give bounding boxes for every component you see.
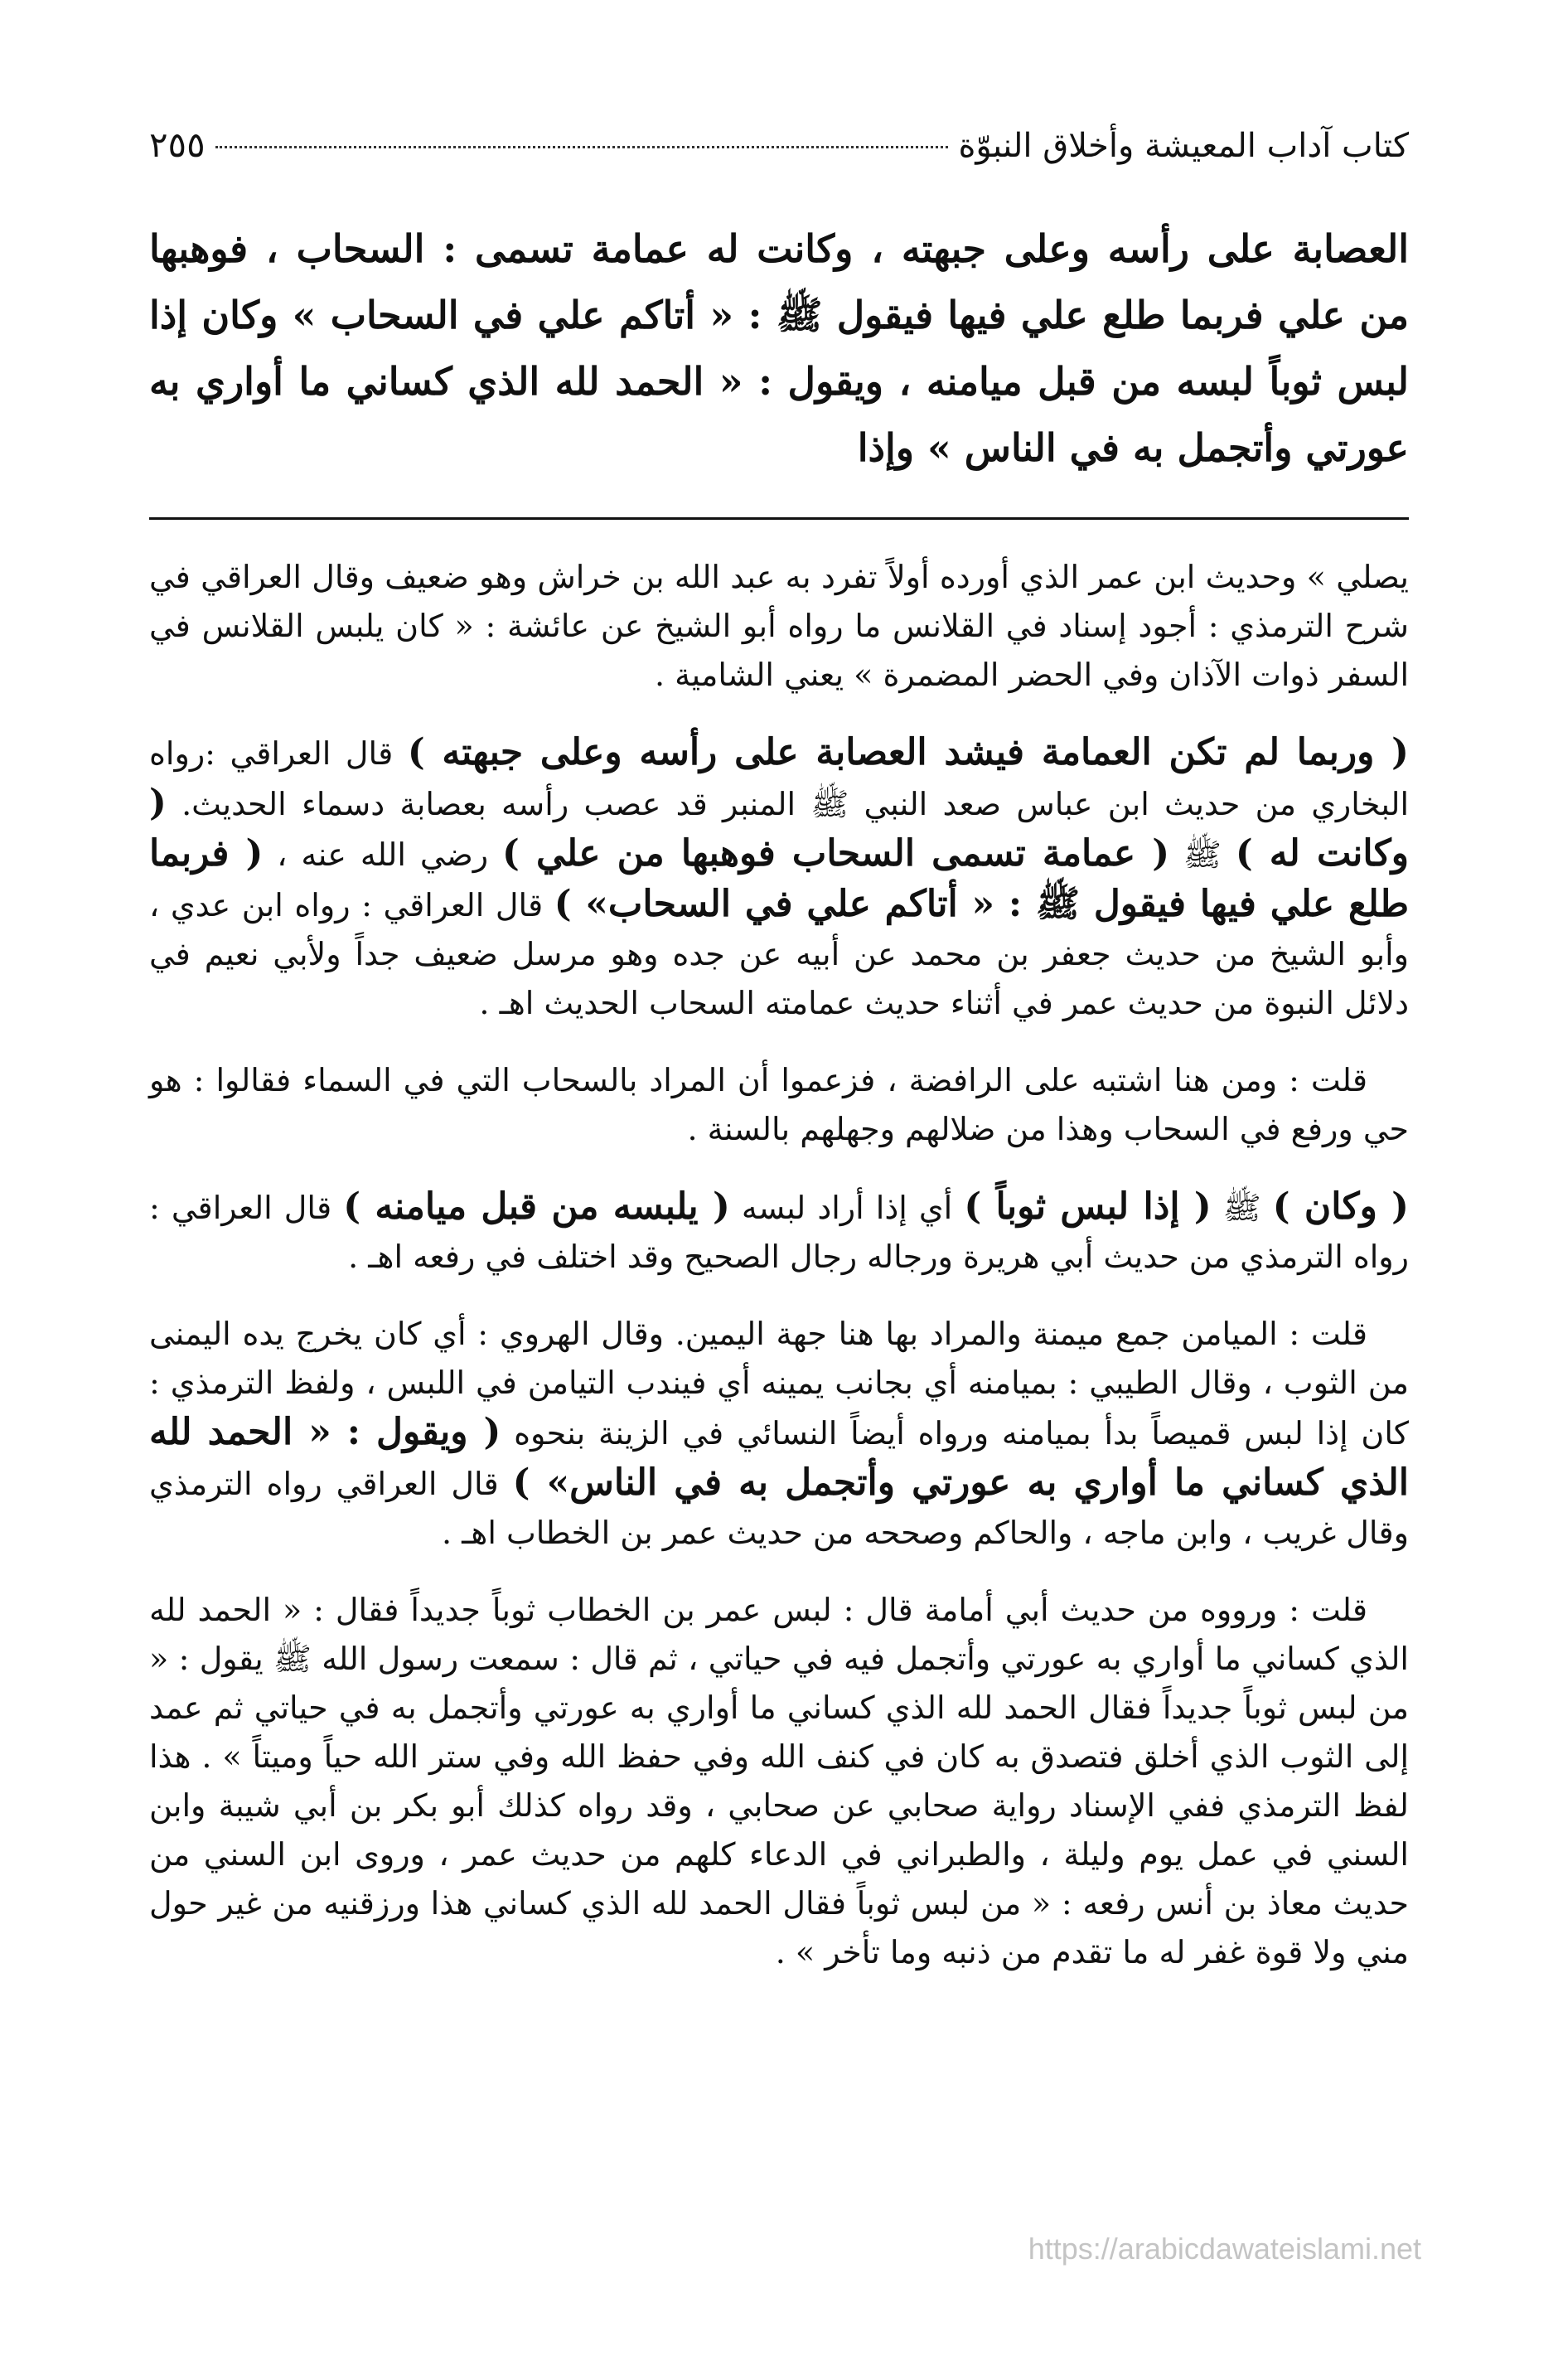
watermark-url: https://arabicdawateislami.net <box>1028 2232 1421 2266</box>
commentary-text <box>149 728 1409 1028</box>
quoted-text: ( فربما طلع علي فيها فيقول ﷺ : « أتاكم علي في السحاب» ) <box>149 832 1409 925</box>
commentary-text: قلت : ورووه من حديث أبي أمامة قال : لبس عمر بن الخطاب ثوباً جديداً فقال : « الحمد لله الذي كساني ما أواري به عورتي وأتجمل فيه في حياتي ، ثم قال : سمعت رسول الله ﷺ يقول : « من لبس ثوباً جديداً فقال الحمد لله الذي كساني ما أواري به عورتي وأتجمل به في حياتي ثم عمد إلى الثوب الذي أخلق فتصدق به كان في كنف الله وفي حفظ الله وفي ستر الله حياً وميتاً » . هذا لفظ الترمذي ففي الإسناد رواية صحابي عن صحابي ، وقد رواه كذلك أبو بكر بن أبي شيبة وابن السني في عمل يوم وليلة ، والطبراني في الدعاء كلهم من حديث عمر ، وروى ابن السني من حديث معاذ بن أنس رفعه : « من لبس ثوباً فقال الحمد لله الذي كساني هذا ورزقنيه من غير حول مني ولا قوة غفر له ما تقدم من ذنبه وما تأخر » . <box>149 1592 1409 1970</box>
quoted-text: ( وكانت له ) <box>149 782 1409 875</box>
quoted-text: ( عمامة تسمى السحاب فوهبها من علي ) <box>502 832 1170 875</box>
quoted-text: ( ويقول : « الحمد لله الذي كساني ما أواري به عورتي وأتجمل به في الناس» ) <box>149 1411 1410 1504</box>
footnote-separator <box>149 517 1409 520</box>
commentary-paragraph-4 <box>149 1182 1409 1282</box>
commentary-span: قلت : الميامن جمع ميمنة والمراد بها هنا جهة اليمين. وقال الهروي : أي كان يخرج يده اليمنى من الثوب ، وقال الطيبي : بميامنه أي بجانب يمينه أي فيندب التيامن في اللبس ، ولفظ الترمذي : كان إذا لبس قميصاً بدأ بميامنه ورواه أيضاً النسائي في الزينة بنحوه <box>149 1316 1410 1452</box>
quoted-text: ( يلبسه من قبل ميامنه ) <box>343 1185 730 1228</box>
commentary-span: قال العراقي : رواه ابن عدي ، وأبو الشيخ من حديث جعفر بن محمد عن أبيه عن جده وهو مرسل ضعيف جداً ولأبي نعيم في دلائل النبوة من حديث عمر في أثناء حديث عمامته السحاب الحديث اهـ . <box>149 887 1409 1021</box>
commentary-text: قلت : ومن هنا اشتبه على الرافضة ، فزعموا أن المراد بالسحاب التي في السماء فقالوا : هو حي ورفع في السحاب وهذا من ضلالهم وجهلهم بالسنة . <box>149 1062 1409 1147</box>
commentary-paragraph-3 <box>149 1056 1409 1154</box>
commentary-span: ﷺ <box>1169 836 1236 873</box>
commentary-paragraph-1 <box>149 553 1409 700</box>
page-number: ٢٥٥ <box>149 124 206 165</box>
quoted-text: ( وربما لم تكن العمامة فيشد العصابة على رأسه وعلى جبهته ) <box>407 731 1409 773</box>
commentary-text: يصلي » وحديث ابن عمر الذي أورده أولاً تفرد به عبد الله بن خراش وهو ضعيف وقال العراقي في شرح الترمذي : أجود إسناد في القلانس ما رواه أبو الشيخ عن عائشة : « كان يلبس القلانس في السفر ذوات الآذان وفي الحضر المضمرة » يعني الشامية . <box>149 559 1409 693</box>
commentary-span: قال العراقي :رواه البخاري من حديث ابن عباس صعد النبي ﷺ المنبر قد عصب رأسه بعصابة دسماء الحديث. <box>149 735 1409 822</box>
main-text: العصابة على رأسه وعلى جبهته ، وكانت له عمامة تسمى : السحاب ، فوهبها من علي فربما طلع علي فيها فيقول ﷺ : « أتاكم علي في السحاب » وكان إذا لبس ثوباً لبسه من قبل ميامنه ، ويقول : « الحمد لله الذي كساني ما أواري به عورتي وأتجمل به في الناس » وإذا <box>149 226 1409 470</box>
commentary-paragraph-6 <box>149 1586 1409 1977</box>
commentary-span: رضي الله عنه ، <box>263 836 503 873</box>
book-title: كتاب آداب المعيشة وأخلاق النبوّة <box>958 127 1409 165</box>
commentary-text <box>149 1182 1409 1282</box>
commentary-span: قال العراقي رواه الترمذي وقال غريب ، وابن ماجه ، والحاكم وصححه من حديث عمر بن الخطاب اهـ . <box>149 1466 1409 1551</box>
commentary-text <box>149 1310 1409 1558</box>
quoted-text: ( إذا لبس ثوباً ) <box>964 1185 1212 1228</box>
header-dot-leader <box>215 146 949 148</box>
commentary-span: قال العراقي : رواه الترمذي من حديث أبي هريرة ورجاله رجال الصحيح وقد اختلف في رفعه اهـ . <box>149 1190 1409 1275</box>
commentary-paragraph-5 <box>149 1310 1409 1558</box>
commentary-span: أي إذا أراد لبسه <box>729 1190 965 1226</box>
running-header <box>149 124 1409 182</box>
commentary-paragraph-2 <box>149 728 1409 1028</box>
commentary-span: ﷺ <box>1211 1190 1273 1226</box>
quoted-text: ( وكان ) <box>1272 1185 1409 1228</box>
